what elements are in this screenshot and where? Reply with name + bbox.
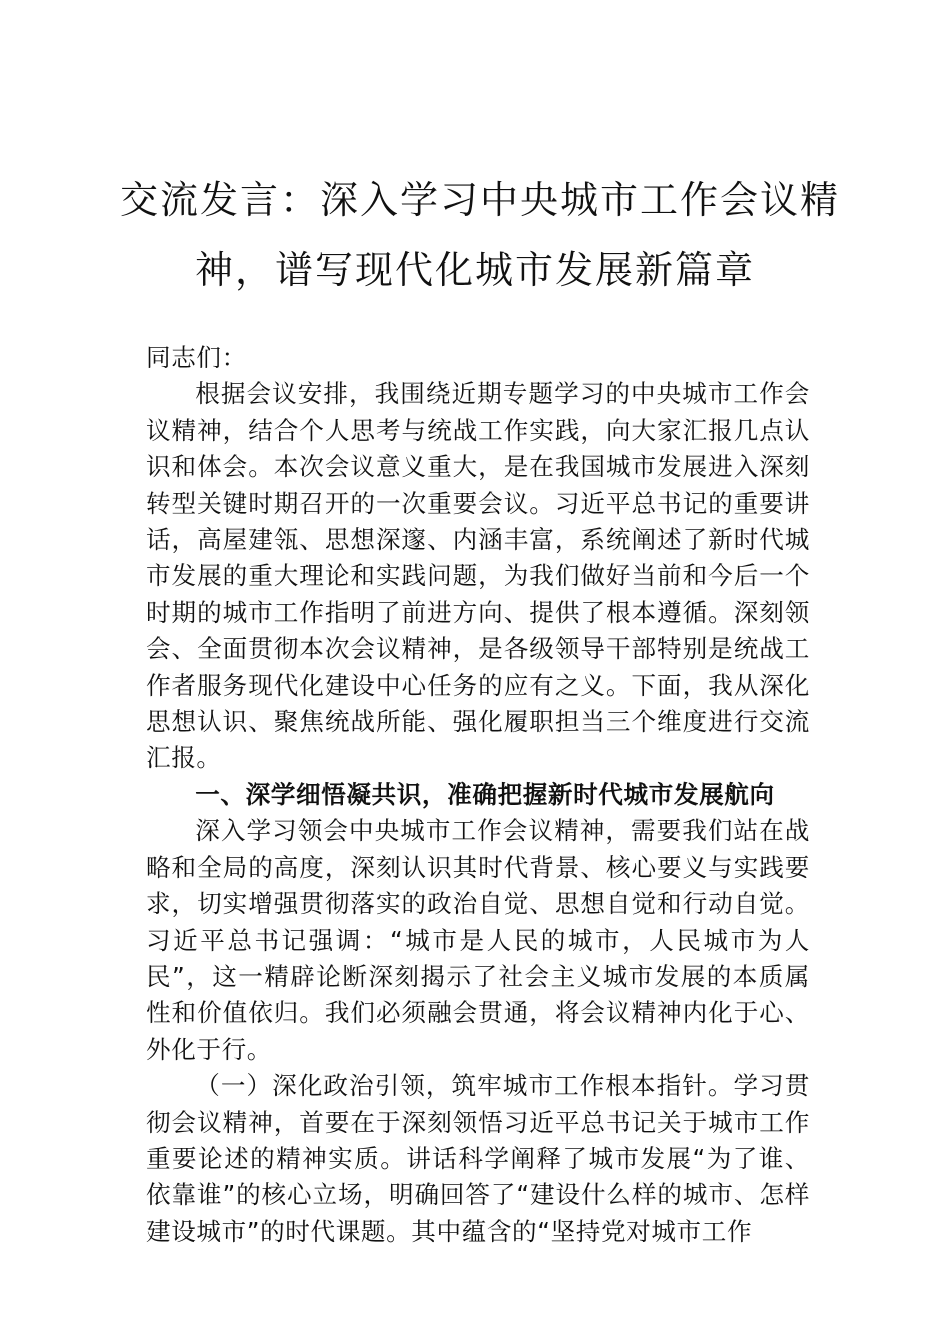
paragraph-intro: 根据会议安排，我围绕近期专题学习的中央城市工作会议精神，结合个人思考与统战工作实践，向大家汇报几点认识和体会。本次会议意义重大，是在我国城市发展进入深刻转型关键时期召开的一次重要会议。习近平总书记的重要讲话，高屋建瓴、思想深邃、内涵丰富，系统阐述了新时代城市发展的重大理论和实践问题，为我们做好当前和今后一个时期的城市工作指明了前进方向、提供了根本遵循。深刻领会、全面贯彻本次会议精神，是各级领导干部特别是统战工作者服务现代化建设中心任务的应有之义。下面，我从深化思想认识、聚焦统战所能、强化履职担当三个维度进行交流汇报。	[146, 379, 810, 773]
section-heading-1: 一、深学细悟凝共识，准确把握新时代城市发展航向	[195, 779, 775, 809]
document-title-line-1: 交流发言：深入学习中央城市工作会议精	[120, 178, 841, 222]
salutation: 同志们：	[146, 343, 247, 372]
document-body	[146, 340, 810, 1250]
document-title-line-2: 神，谱写现代化城市发展新篇章	[194, 248, 755, 292]
paragraph-section-1: 深入学习领会中央城市工作会议精神，需要我们站在战略和全局的高度，深刻认识其时代背景、核心要义与实践要求，切实增强贯彻落实的政治自觉、思想自觉和行动自觉。习近平总书记强调：“城市是人民的城市，人民城市为人民”，这一精辟论断深刻揭示了社会主义城市发展的本质属性和价值依归。我们必须融会贯通，将会议精神内化于心、外化于行。	[146, 816, 810, 1064]
paragraph-subsection-1: （一）深化政治引领，筑牢城市工作根本指针。学习贯彻会议精神，首要在于深刻领悟习近平总书记关于城市工作重要论述的精神实质。讲话科学阐释了城市发展“为了谁、依靠谁”的核心立场，明确回答了“建设什么样的城市、怎样建设城市”的时代课题。其中蕴含的“坚持党对城市工作	[146, 1071, 810, 1246]
